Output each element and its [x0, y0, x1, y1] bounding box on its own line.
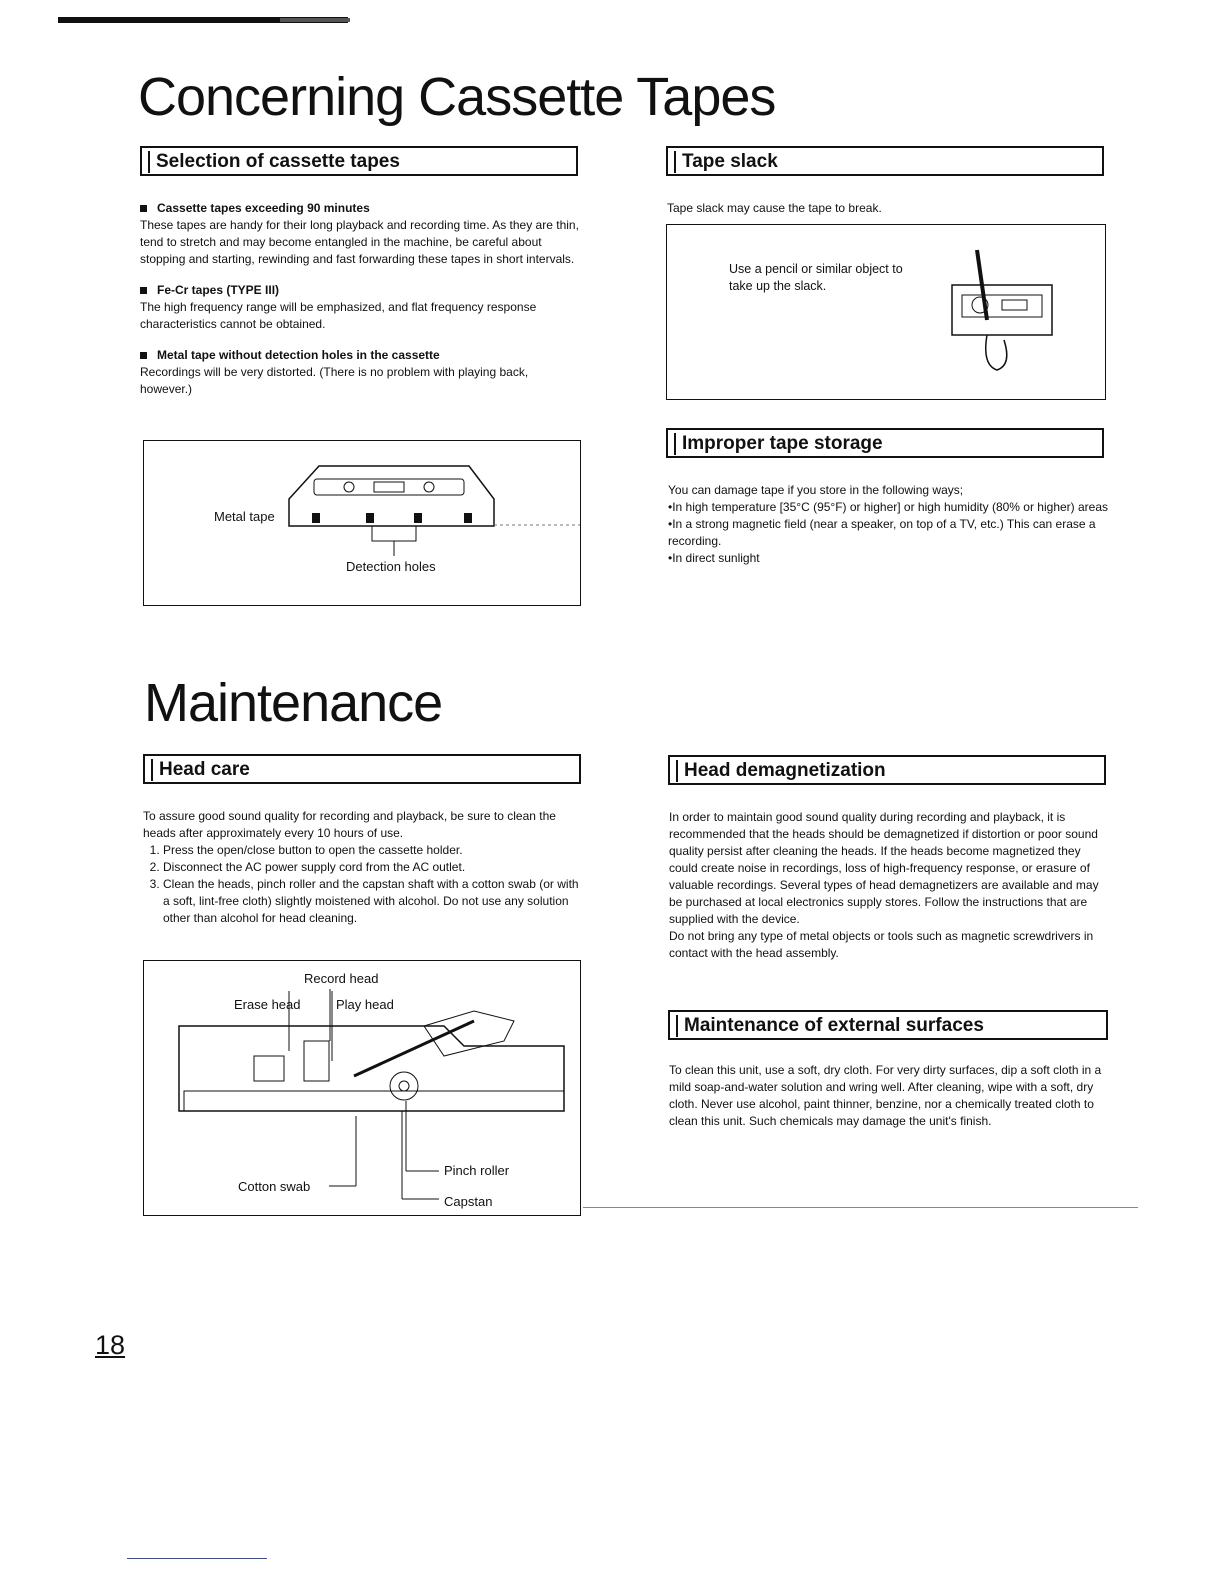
section-heading-label: Head demagnetization — [684, 760, 886, 781]
top-scan-bar-2 — [280, 18, 350, 22]
head-assembly-figure — [143, 960, 581, 1216]
divider — [583, 1207, 1138, 1208]
list-item: •In a strong magnetic field (near a speaker, on top of a TV, etc.) This can erase a recording. — [668, 517, 1096, 548]
record-head-label: Record head — [304, 971, 379, 986]
list-item: 1. Press the open/close button to open the cassette holder. — [163, 842, 583, 859]
selection-list — [140, 200, 580, 398]
section-heading-improper-storage — [666, 428, 1104, 458]
head-care-body: To assure good sound quality for recording and playback, be sure to clean the heads after approximately every 10 hours of use. 1. Press the open/close button to open the cassette holder. 2. Disconnect the AC power supply cord from the AC outlet. 3. Clean the heads, pinch roller and the capstan shaft with a cotton swab (or with a soft, lint-free cloth) slightly moistened with alcohol. Do not use any solution other than alcohol for head cleaning. — [143, 808, 583, 927]
section-heading-label: Improper tape storage — [682, 433, 883, 454]
section-heading-label: Selection of cassette tapes — [156, 151, 400, 172]
tape-slack-intro: Tape slack may cause the tape to break. — [667, 201, 882, 215]
list-item: 3. Clean the heads, pinch roller and the capstan shaft with a cotton swab (or with a soft, lint-free cloth) slightly moistened with alcohol. Do not use any solution other than alcohol for head cleaning. — [163, 876, 583, 927]
capstan-label: Capstan — [444, 1194, 493, 1209]
list-item: 2. Disconnect the AC power supply cord from the AC outlet. — [163, 859, 583, 876]
detection-holes-label: Detection holes — [346, 559, 436, 574]
cotton-swab-label: Cotton swab — [238, 1179, 311, 1194]
demagnetization-warning: Do not bring any type of metal objects or tools such as magnetic screwdrivers in contact with the head assembly. — [669, 929, 1094, 960]
section-heading-head-demagnetization — [668, 755, 1106, 785]
storage-list: You can damage tape if you store in the following ways; •In high temperature [35°C (95°F) or higher] or high humidity (80% or higher) areas •In a strong magnetic field (near a speaker, on top of a TV, etc.) This can erase a recording. •In direct sunlight — [668, 483, 1109, 565]
metal-tape-label: Metal tape — [214, 509, 275, 524]
page-number: 18 — [95, 1330, 126, 1360]
pinch-roller-label: Pinch roller — [444, 1163, 510, 1178]
section-heading-selection — [140, 146, 578, 176]
page-title-cassette: Concerning Cassette Tapes — [138, 67, 776, 127]
list-item: •In direct sunlight — [668, 551, 760, 565]
list-item: •In high temperature [35°C (95°F) or higher] or high humidity (80% or higher) areas — [668, 500, 1109, 514]
list-item: Fe-Cr tapes (TYPE III) The high frequency range will be emphasized, and flat frequency response characteristics cannot be obtained. — [140, 283, 537, 331]
tape-slack-figure-text: Use a pencil or similar object to take up the slack. — [729, 262, 903, 293]
demagnetization-body: In order to maintain good sound quality during recording and playback, it is recommended that the heads should be demagnetized if distortion or poor sound quality persist after cleaning the heads. If the heads become magnetized they could create noise in recordings, loss of high-frequency response, or erasure of valuable recordings. Several types of head demagnetizers are available and may be purchased at local electronics supply stores. Follow the instructions that are supplied with the device. Do not bring any type of metal objects or tools such as magnetic screwdrivers in contact with the head assembly. — [669, 809, 1109, 962]
section-heading-label: Head care — [159, 759, 250, 780]
list-item: Cassette tapes exceeding 90 minutes These tapes are handy for their long playback and recording time. As they are thin, tend to stretch and may become entangled in the machine, be careful about stopping and starting, rewinding and fast forwarding these tapes in short intervals. — [140, 201, 579, 266]
section-heading-tape-slack — [666, 146, 1104, 176]
section-heading-label: Tape slack — [682, 151, 778, 172]
section-heading-external-surfaces — [668, 1010, 1108, 1040]
section-heading-head-care — [143, 754, 581, 784]
metal-tape-figure — [143, 440, 581, 606]
page-title-maintenance: Maintenance — [144, 673, 443, 733]
list-item: Metal tape without detection holes in the cassette Recordings will be very distorted. (There is no problem with playing back, however.) — [140, 348, 529, 396]
cassette-illustration — [144, 441, 580, 605]
section-heading-label: Maintenance of external surfaces — [684, 1015, 984, 1036]
tape-slack-figure — [666, 224, 1106, 400]
bottom-rule — [127, 1558, 267, 1559]
pencil-cassette-illustration — [942, 245, 1062, 385]
external-surfaces-body: To clean this unit, use a soft, dry cloth. For very dirty surfaces, dip a soft cloth in a mild soap-and-water solution and wring well. After cleaning, wipe with a soft, dry cloth. Never use alcohol, paint thinner, benzine, nor a chemically treated cloth to clean this unit. Such chemicals may damage the unit's finish. — [669, 1063, 1102, 1128]
play-head-label: Play head — [336, 997, 394, 1012]
erase-head-label: Erase head — [234, 997, 301, 1012]
